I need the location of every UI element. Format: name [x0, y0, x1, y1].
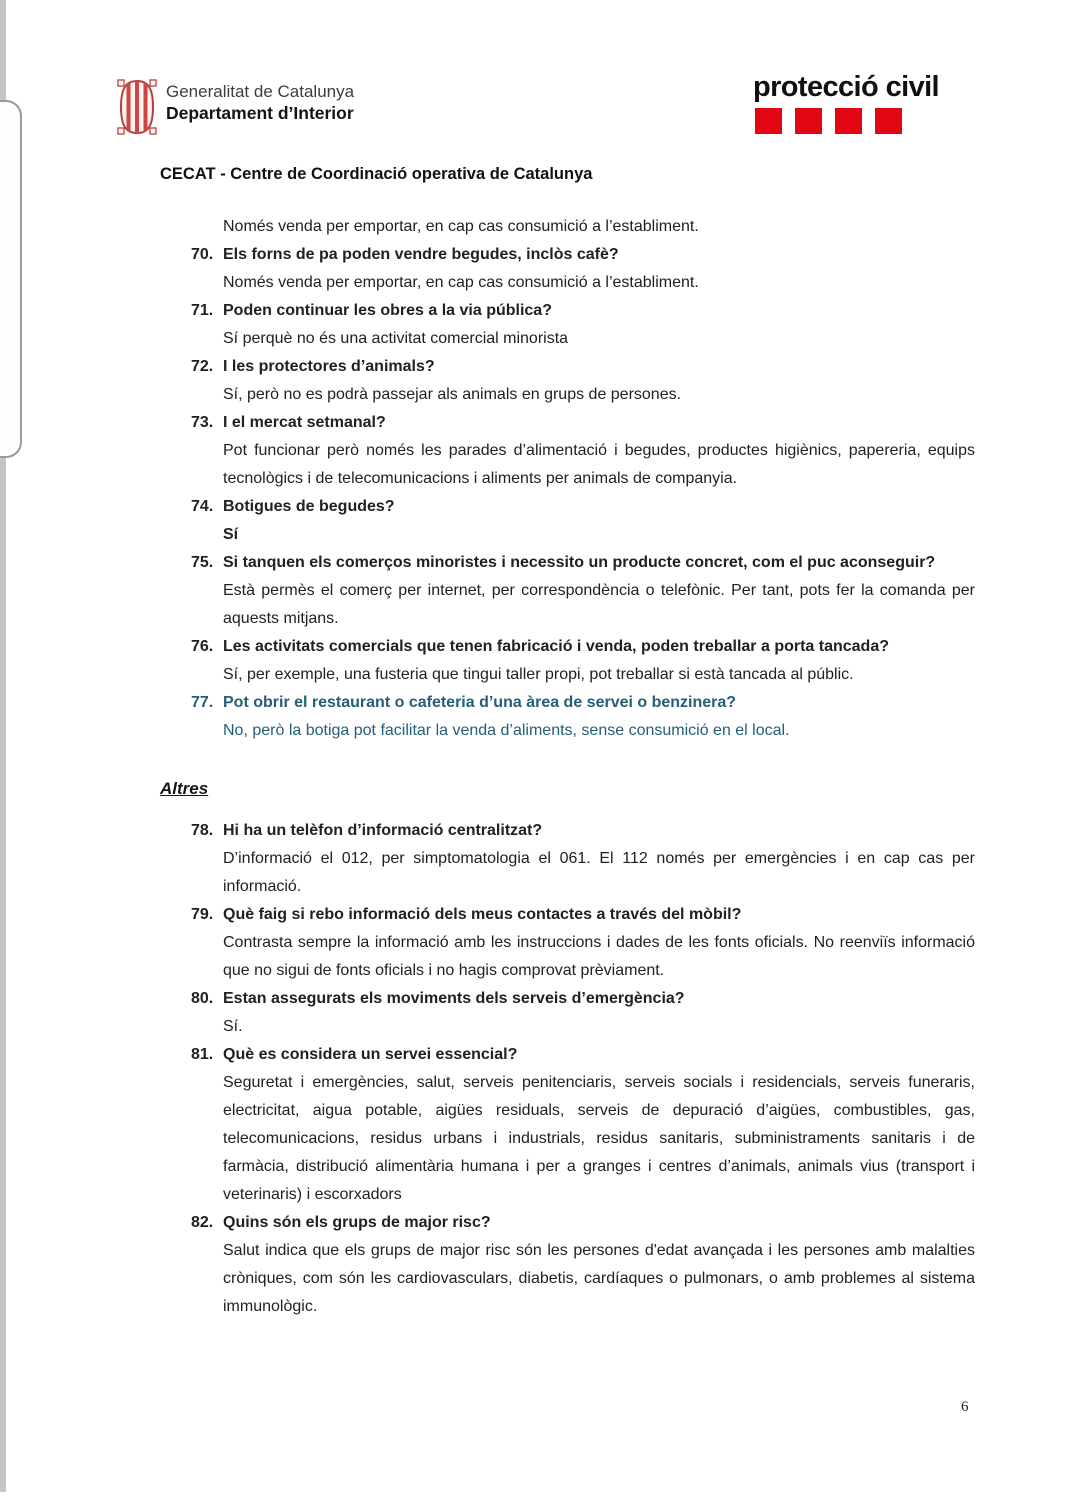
proteccio-civil-wordmark: protecció civil	[753, 71, 940, 103]
proteccio-civil-logo	[753, 72, 968, 134]
question-number: 77.	[191, 694, 214, 711]
faq-item-78	[191, 817, 975, 901]
answer-text: Sí.	[223, 1018, 243, 1035]
question-number: 78.	[191, 822, 214, 839]
answer-text: Salut indica que els grups de major risc són les persones d'edat avançada i les persones amb malalties cròniques, com són les cardiovasculars, diabetis, cardíaques o pulmonars, o amb problemes al sistema immunològic.	[223, 1242, 975, 1315]
faq-item-76	[191, 633, 975, 689]
question-number: 70.	[191, 246, 214, 263]
answer-text: Seguretat i emergències, salut, serveis penitenciaris, serveis socials i residencials, serveis funeraris, electricitat, aigua potable, aigües residuals, serveis de depuració d’aigües, combustibles, gas, telecomunicacions, residus urbans i industrials, residus sanitaris, subministraments sanitaris i de farmàcia, distribució alimentària humana i per a granges i centres d’animals, animals vius (transport i veterinaris) i escorxadors	[223, 1074, 975, 1203]
answer-text: Sí, però no es podrà passejar als animals en grups de persones.	[223, 386, 682, 403]
faq-item-79	[191, 901, 975, 985]
answer-text: Només venda per emportar, en cap cas consumició a l’establiment.	[223, 274, 699, 291]
page-number: 6	[961, 1399, 969, 1415]
faq-item-73	[191, 409, 975, 493]
question-text: Quins són els grups de major risc?	[223, 1214, 491, 1231]
answer-text: Sí, per exemple, una fusteria que tingui taller propi, pot treballar si està tancada al públic.	[223, 666, 854, 683]
question-text: Hi ha un telèfon d’informació centralitzat?	[223, 822, 543, 839]
faq-item-80	[191, 985, 975, 1041]
brand-line2: Departament d’Interior	[166, 102, 354, 123]
red-square-icon	[795, 108, 822, 134]
section-heading-altres: Altres	[160, 779, 209, 798]
document-title: CECAT - Centre de Coordinació operativa de Catalunya	[160, 165, 593, 183]
answer-text: D’informació el 012, per simptomatologia el 061. El 112 només per emergències i en cap cas per informació.	[223, 850, 975, 895]
question-number: 75.	[191, 554, 214, 571]
answer-text: Està permès el comerç per internet, per correspondència o telefònic. Per tant, pots fer la comanda per aquests mitjans.	[223, 582, 975, 627]
faq-item-81	[191, 1041, 975, 1209]
side-pull-tab[interactable]	[0, 100, 22, 458]
question-number: 76.	[191, 638, 214, 655]
question-number: 73.	[191, 414, 214, 431]
answer-text: Només venda per emportar, en cap cas consumició a l’establiment.	[223, 218, 699, 235]
red-square-icon	[835, 108, 862, 134]
answer-text: No, però la botiga pot facilitar la venda d’aliments, sense consumició en el local.	[223, 722, 790, 739]
faq-item-71	[191, 297, 975, 353]
question-text: Què faig si rebo informació dels meus contactes a través del mòbil?	[223, 906, 742, 923]
question-number: 82.	[191, 1214, 214, 1231]
proteccio-civil-squares	[755, 108, 968, 134]
red-square-icon	[875, 108, 902, 134]
question-text: Botigues de begudes?	[223, 498, 395, 515]
question-text: Poden continuar les obres a la via pública?	[223, 302, 552, 319]
answer-text: Sí perquè no és una activitat comercial minorista	[223, 330, 569, 347]
generalitat-logo	[117, 79, 354, 135]
question-number: 79.	[191, 906, 214, 923]
generalitat-shield-icon	[117, 79, 157, 135]
question-text: Què es considera un servei essencial?	[223, 1046, 518, 1063]
brand-line1: Generalitat de Catalunya	[166, 82, 355, 101]
answer-text: Pot funcionar però només les parades d’alimentació i begudes, productes higiènics, papereria, equips tecnològics i de telecomunicacions i aliments per animals de companyia.	[223, 442, 975, 487]
question-text: Pot obrir el restaurant o cafeteria d’una àrea de servei o benzinera?	[223, 694, 737, 711]
question-text: Les activitats comercials que tenen fabricació i venda, poden treballar a porta tancada?	[223, 638, 889, 655]
question-text: I el mercat setmanal?	[223, 414, 386, 431]
answer-text: Sí	[223, 526, 239, 543]
question-text: Si tanquen els comerços minoristes i necessito un producte concret, com el puc aconseguir?	[223, 554, 936, 571]
red-square-icon	[755, 108, 782, 134]
faq-item-72	[191, 353, 975, 409]
question-text: Els forns de pa poden vendre begudes, inclòs cafè?	[223, 246, 619, 263]
faq-item-77-highlighted	[191, 689, 975, 745]
question-number: 72.	[191, 358, 214, 375]
question-number: 74.	[191, 498, 214, 515]
question-number: 81.	[191, 1046, 214, 1063]
answer-text: Contrasta sempre la informació amb les instruccions i dades de les fonts oficials. No reenviïs informació que no sigui de fonts oficials i no hagis comprovat prèviament.	[223, 934, 975, 979]
faq-item-82	[191, 1209, 975, 1321]
faq-item-74	[191, 493, 975, 549]
question-text: Estan assegurats els moviments dels serveis d’emergència?	[223, 990, 685, 1007]
faq-item-75	[191, 549, 975, 633]
question-number: 71.	[191, 302, 214, 319]
question-text: I les protectores d’animals?	[223, 358, 435, 375]
question-number: 80.	[191, 990, 214, 1007]
document-body	[160, 213, 975, 1321]
faq-item-70	[191, 241, 975, 297]
